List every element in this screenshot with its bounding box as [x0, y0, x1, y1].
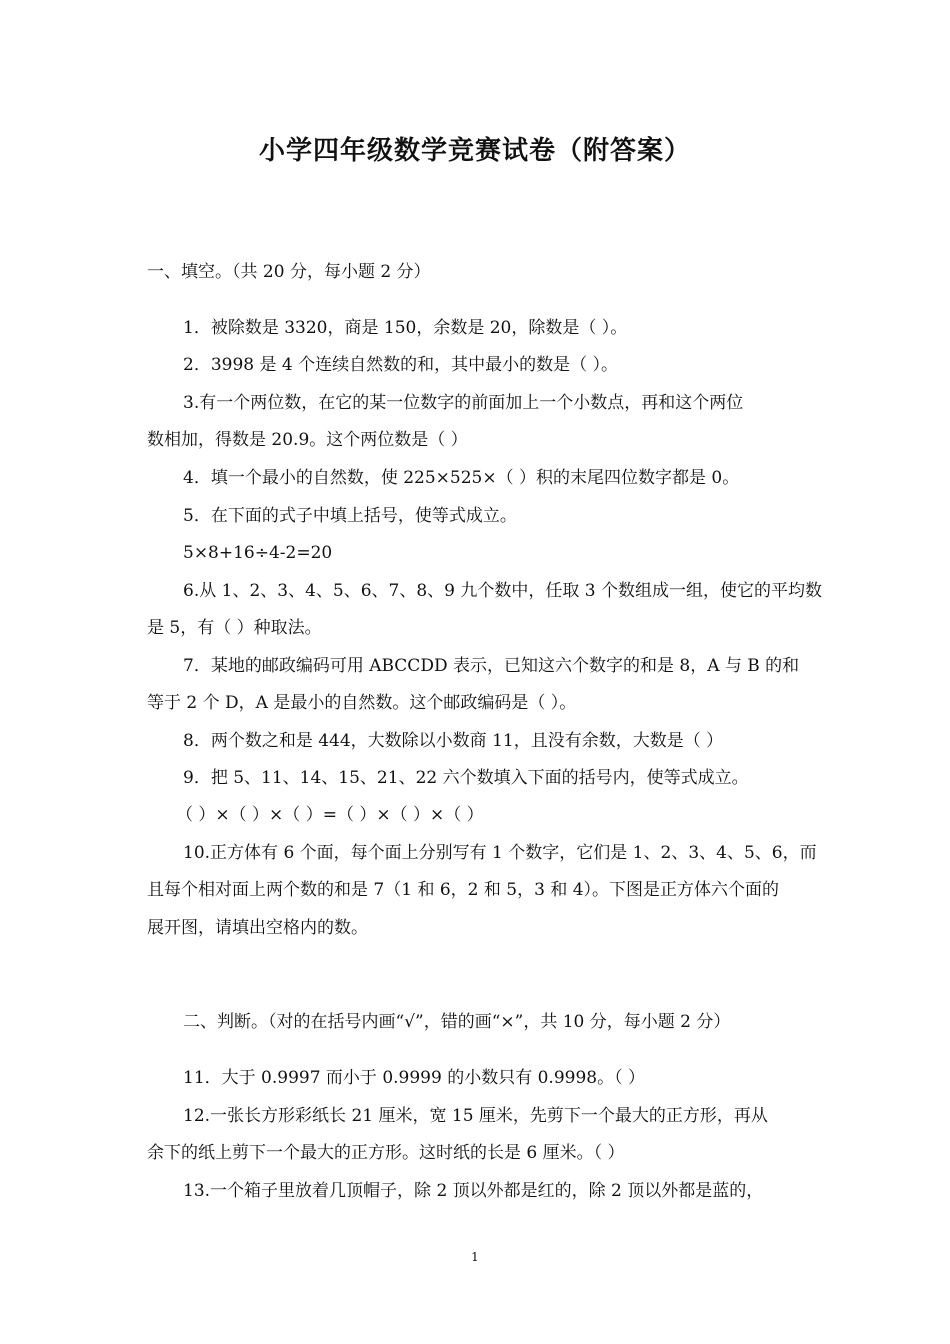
- section1-heading: 一、填空。（共 20 分，每小题 2 分）: [147, 262, 431, 282]
- question-12-line-1: 12.一张长方形彩纸长 21 厘米，宽 15 厘米，先剪下一个最大的正方形，再从: [183, 1106, 768, 1126]
- question-10-line-3: 展开图，请填出空格内的数。: [147, 918, 368, 938]
- question-9: 9．把 5、11、14、15、21、22 六个数填入下面的括号内，使等式成立。: [183, 768, 749, 788]
- question-5-expression: 5×8+16÷4-2=20: [183, 543, 333, 563]
- section2-heading: 二、判断。（对的在括号内画“√”，错的画“×”，共 10 分，每小题 2 分）: [183, 1012, 731, 1032]
- question-10-line-1: 10.正方体有 6 个面，每个面上分别写有 1 个数字，它们是 1、2、3、4、5、6，而: [183, 843, 817, 863]
- question-8: 8．两个数之和是 444，大数除以小数商 11，且没有余数，大数是（ ）: [183, 731, 724, 751]
- page-number: 1: [471, 1250, 479, 1264]
- question-13-line-1: 13.一个箱子里放着几顶帽子，除 2 顶以外都是红的，除 2 顶以外都是蓝的，: [183, 1181, 764, 1201]
- question-1: 1．被除数是 3320，商是 150，余数是 20，除数是（ ）。: [183, 318, 628, 338]
- question-4: 4．填一个最小的自然数，使 225×525×（ ）积的末尾四位数字都是 0。: [183, 468, 740, 488]
- question-6-line-1: 6.从 1、2、3、4、5、6、7、8、9 九个数中，任取 3 个数组成一组，使它的平均数: [183, 581, 822, 601]
- question-11: 11．大于 0.9997 而小于 0.9999 的小数只有 0.9998。（ ）: [183, 1068, 646, 1088]
- question-5: 5．在下面的式子中填上括号，使等式成立。: [183, 506, 517, 526]
- question-6-line-2: 是 5，有（ ）种取法。: [147, 618, 322, 638]
- question-7-line-2: 等于 2 个 D，A 是最小的自然数。这个邮政编码是（ ）。: [147, 693, 577, 713]
- question-12-line-2: 余下的纸上剪下一个最大的正方形。这时纸的长是 6 厘米。（ ）: [147, 1143, 625, 1163]
- question-7-line-1: 7．某地的邮政编码可用 ABCCDD 表示，已知这六个数字的和是 8，A 与 B 的和: [183, 656, 800, 676]
- question-9-expression: （ ）×（ ）×（ ）=（ ）×（ ）×（ ）: [176, 805, 484, 825]
- question-3-line-1: 3.有一个两位数，在它的某一位数字的前面加上一个小数点，再和这个两位: [183, 393, 744, 413]
- page-title: 小学四年级数学竞赛试卷（附答案）: [258, 136, 691, 166]
- question-3-line-2: 数相加，得数是 20.9。这个两位数是（ ）: [147, 430, 468, 450]
- question-10-line-2: 且每个相对面上两个数的和是 7（1 和 6，2 和 5，3 和 4）。下图是正方体六个面的: [147, 880, 780, 900]
- question-2: 2．3998 是 4 个连续自然数的和，其中最小的数是（ ）。: [183, 355, 619, 375]
